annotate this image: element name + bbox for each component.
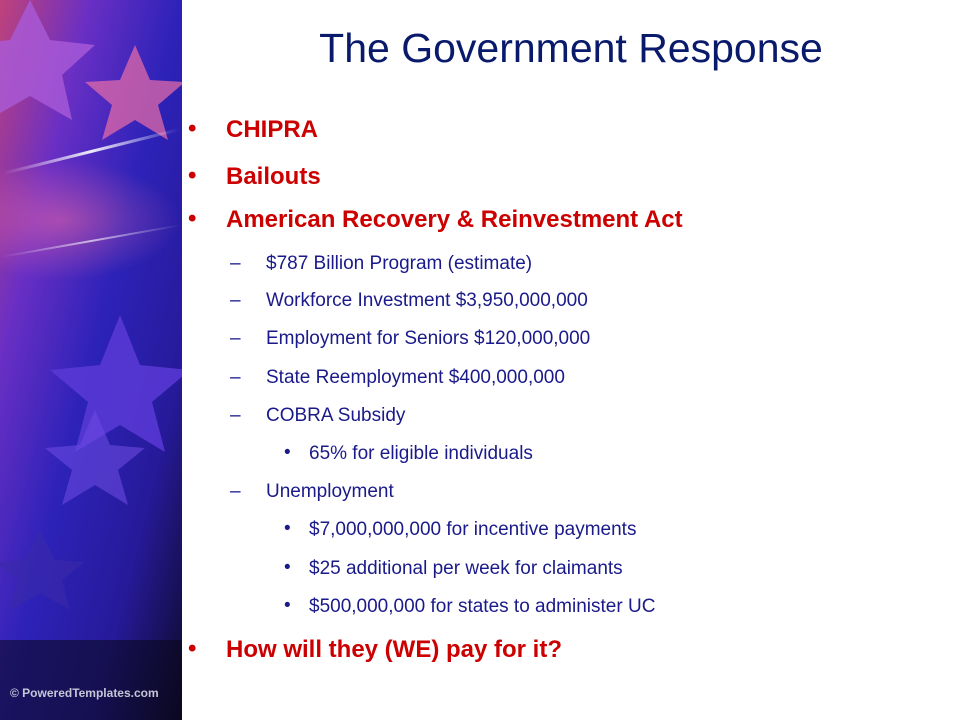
bullet-text: State Reemployment $400,000,000 [266,367,565,388]
bullet-marker: – [230,405,241,426]
bullet-marker: • [284,557,291,578]
bullet-text: How will they (WE) pay for it? [226,636,562,663]
bullet-level-2 [230,290,588,312]
bullet-level-2 [230,405,406,427]
watermark-text: © PoweredTemplates.com [10,686,159,700]
bullet-text: Unemployment [266,481,394,502]
bullet-text: $25 additional per week for claimants [309,558,623,579]
bullet-level-2 [230,328,591,350]
bullet-text: 65% for eligible individuals [309,443,533,464]
bullet-marker: – [230,290,241,311]
bullet-marker: • [188,162,197,189]
bullet-level-2 [230,367,565,389]
bullet-text: American Recovery & Reinvestment Act [226,206,683,233]
bullet-marker: – [230,481,241,502]
slide-title: The Government Response [319,25,823,71]
bullet-level-1 [188,115,319,144]
bullet-level-1 [188,162,321,191]
bullet-level-3 [284,595,656,618]
bullet-level-2 [230,253,533,275]
bullet-marker: • [188,635,197,662]
bullet-marker: – [230,367,241,388]
bullet-text: $500,000,000 for states to administer UC [309,596,656,617]
bullet-text: Employment for Seniors $120,000,000 [266,328,591,349]
bullet-marker: • [284,595,291,616]
bullet-level-1 [188,635,562,664]
bullet-level-3 [284,557,623,580]
bullet-text: Bailouts [226,163,321,190]
bullet-text: Workforce Investment $3,950,000,000 [266,290,588,311]
bullet-marker: • [188,115,197,142]
bullet-level-1 [188,205,683,234]
bullet-text: COBRA Subsidy [266,405,406,426]
bullet-marker: – [230,253,241,274]
bullet-level-2 [230,481,394,503]
bullet-level-3 [284,518,637,541]
bullet-level-3 [284,442,533,465]
bullet-marker: • [284,442,291,463]
bullet-marker: – [230,328,241,349]
bullet-marker: • [188,205,197,232]
bullet-text: $787 Billion Program (estimate) [266,253,533,274]
bullet-marker: • [284,518,291,539]
bullet-text: $7,000,000,000 for incentive payments [309,519,637,540]
bullet-text: CHIPRA [226,116,319,143]
